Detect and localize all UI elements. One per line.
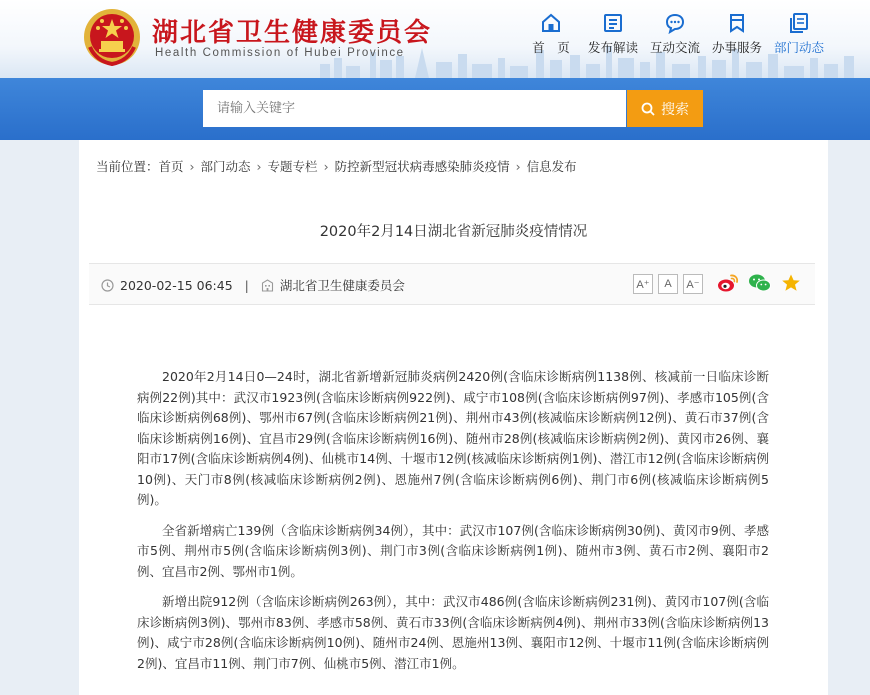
breadcrumb-separator: › [323,158,329,174]
weibo-share-button[interactable] [717,273,739,297]
breadcrumb-home[interactable]: 首页 [158,159,184,174]
site-header [0,0,870,78]
nav-release-label: 发布解读 [587,40,638,55]
breadcrumb [96,157,577,175]
breadcrumb-epidemic-control[interactable]: 防控新型冠状病毒感染肺炎疫情 [334,159,510,174]
search-input[interactable] [203,90,626,127]
breadcrumb-separator: › [189,158,195,174]
breadcrumb-department-news[interactable]: 部门动态 [200,159,251,174]
nav-department-news-label: 部门动态 [773,40,824,55]
breadcrumb-prefix: 当前位置： [96,159,159,174]
search-band [0,78,870,140]
article-card [79,140,828,695]
main-nav [520,12,830,56]
favorite-star-icon [781,273,801,293]
article-body [137,367,769,684]
font-default-button[interactable]: A [658,274,678,294]
nav-services-label: 办事服务 [711,40,762,55]
nav-interact-label: 互动交流 [649,40,700,55]
bookmark-icon [726,12,748,34]
nav-services[interactable] [706,12,768,56]
wechat-icon [748,273,772,293]
font-increase-button[interactable]: A⁺ [633,274,653,294]
site-title: 湖北省卫生健康委员会 [152,18,433,48]
search-button-label: 搜索 [661,101,689,118]
article-source: 湖北省卫生健康委员会 [279,278,405,293]
national-emblem-logo [82,7,142,67]
chat-icon [664,12,686,34]
source-building-icon [261,279,274,292]
weibo-icon [717,273,739,293]
article-meta-bar [89,263,815,305]
breadcrumb-separator: › [515,158,521,174]
files-icon [788,12,810,34]
favorite-button[interactable] [781,273,801,297]
meta-divider: | [244,277,249,293]
search-icon [641,102,655,116]
search-button[interactable] [627,90,703,127]
font-decrease-button[interactable]: A⁻ [683,274,703,294]
wechat-share-button[interactable] [748,273,772,297]
article-paragraph: 2020年2月14日0—24时，湖北省新增新冠肺炎病例2420例(含临床诊断病例1138例、核减前一日临床诊断病例22例)其中：武汉市1923例(含临床诊断病例922例)、咸宁市108例(含临床诊断病例97例)、孝感市105例(含临床诊断病例68例)、鄂州市67例(含临床诊断病例21例)、荆州市43例(核减临床诊断病例12例)、黄石市37例(含临床诊断病例16例)、宜昌市29例(含临床诊断病例16例)、随州市28例(核减临床诊断病例2例)、黄冈市26例、襄阳市17例(含临床诊断病例4例)、仙桃市14例、十堰市12例(核减临床诊断病例1例)、潜江市12例(含临床诊断病例10例)、天门市8例(核减临床诊断病例2例)、恩施州7例(含临床诊断病例6例)、荆门市6例(核减临床诊断病例5例)。 [137,369,769,507]
breadcrumb-info-release[interactable]: 信息发布 [526,159,577,174]
breadcrumb-separator: › [256,158,262,174]
site-subtitle: Health Commission of Hubei Province [155,47,405,59]
document-icon [602,12,624,34]
publish-date: 2020-02-15 06:45 [120,277,233,293]
nav-release[interactable] [582,12,644,56]
article-title: 2020年2月14日湖北省新冠肺炎疫情情况 [319,224,588,240]
nav-home[interactable] [520,12,582,56]
article-meta [101,276,405,294]
font-size-controls [633,274,703,294]
home-icon [540,12,562,34]
nav-department-news[interactable] [768,12,830,56]
nav-interact[interactable] [644,12,706,56]
article-paragraph: 全省新增病亡139例（含临床诊断病例34例），其中：武汉市107例(含临床诊断病例30例)、黄冈市9例、孝感市5例、荆州市5例(含临床诊断病例3例)、荆门市3例(含临床诊断病例1例)、随州市3例、黄石市2例、襄阳市2例、宜昌市2例、鄂州市1例。 [137,522,769,579]
article-paragraph: 新增出院912例（含临床诊断病例263例），其中：武汉市486例(含临床诊断病例231例)、黄冈市107例(含临床诊断病例3例)、鄂州市83例、孝感市58例、黄石市33例(含临床诊断病例4例)、荆州市33例(含临床诊断病例13例)、咸宁市28例(含临床诊断病例10例)、随州市24例、恩施州13例、襄阳市12例、十堰市11例(含临床诊断病例2例)、宜昌市11例、荆门市7例、仙桃市5例、潜江市1例。 [137,594,769,671]
clock-icon [101,279,114,292]
nav-home-label: 首 页 [532,40,570,55]
breadcrumb-special-topics[interactable]: 专题专栏 [267,159,318,174]
share-controls [717,273,801,297]
